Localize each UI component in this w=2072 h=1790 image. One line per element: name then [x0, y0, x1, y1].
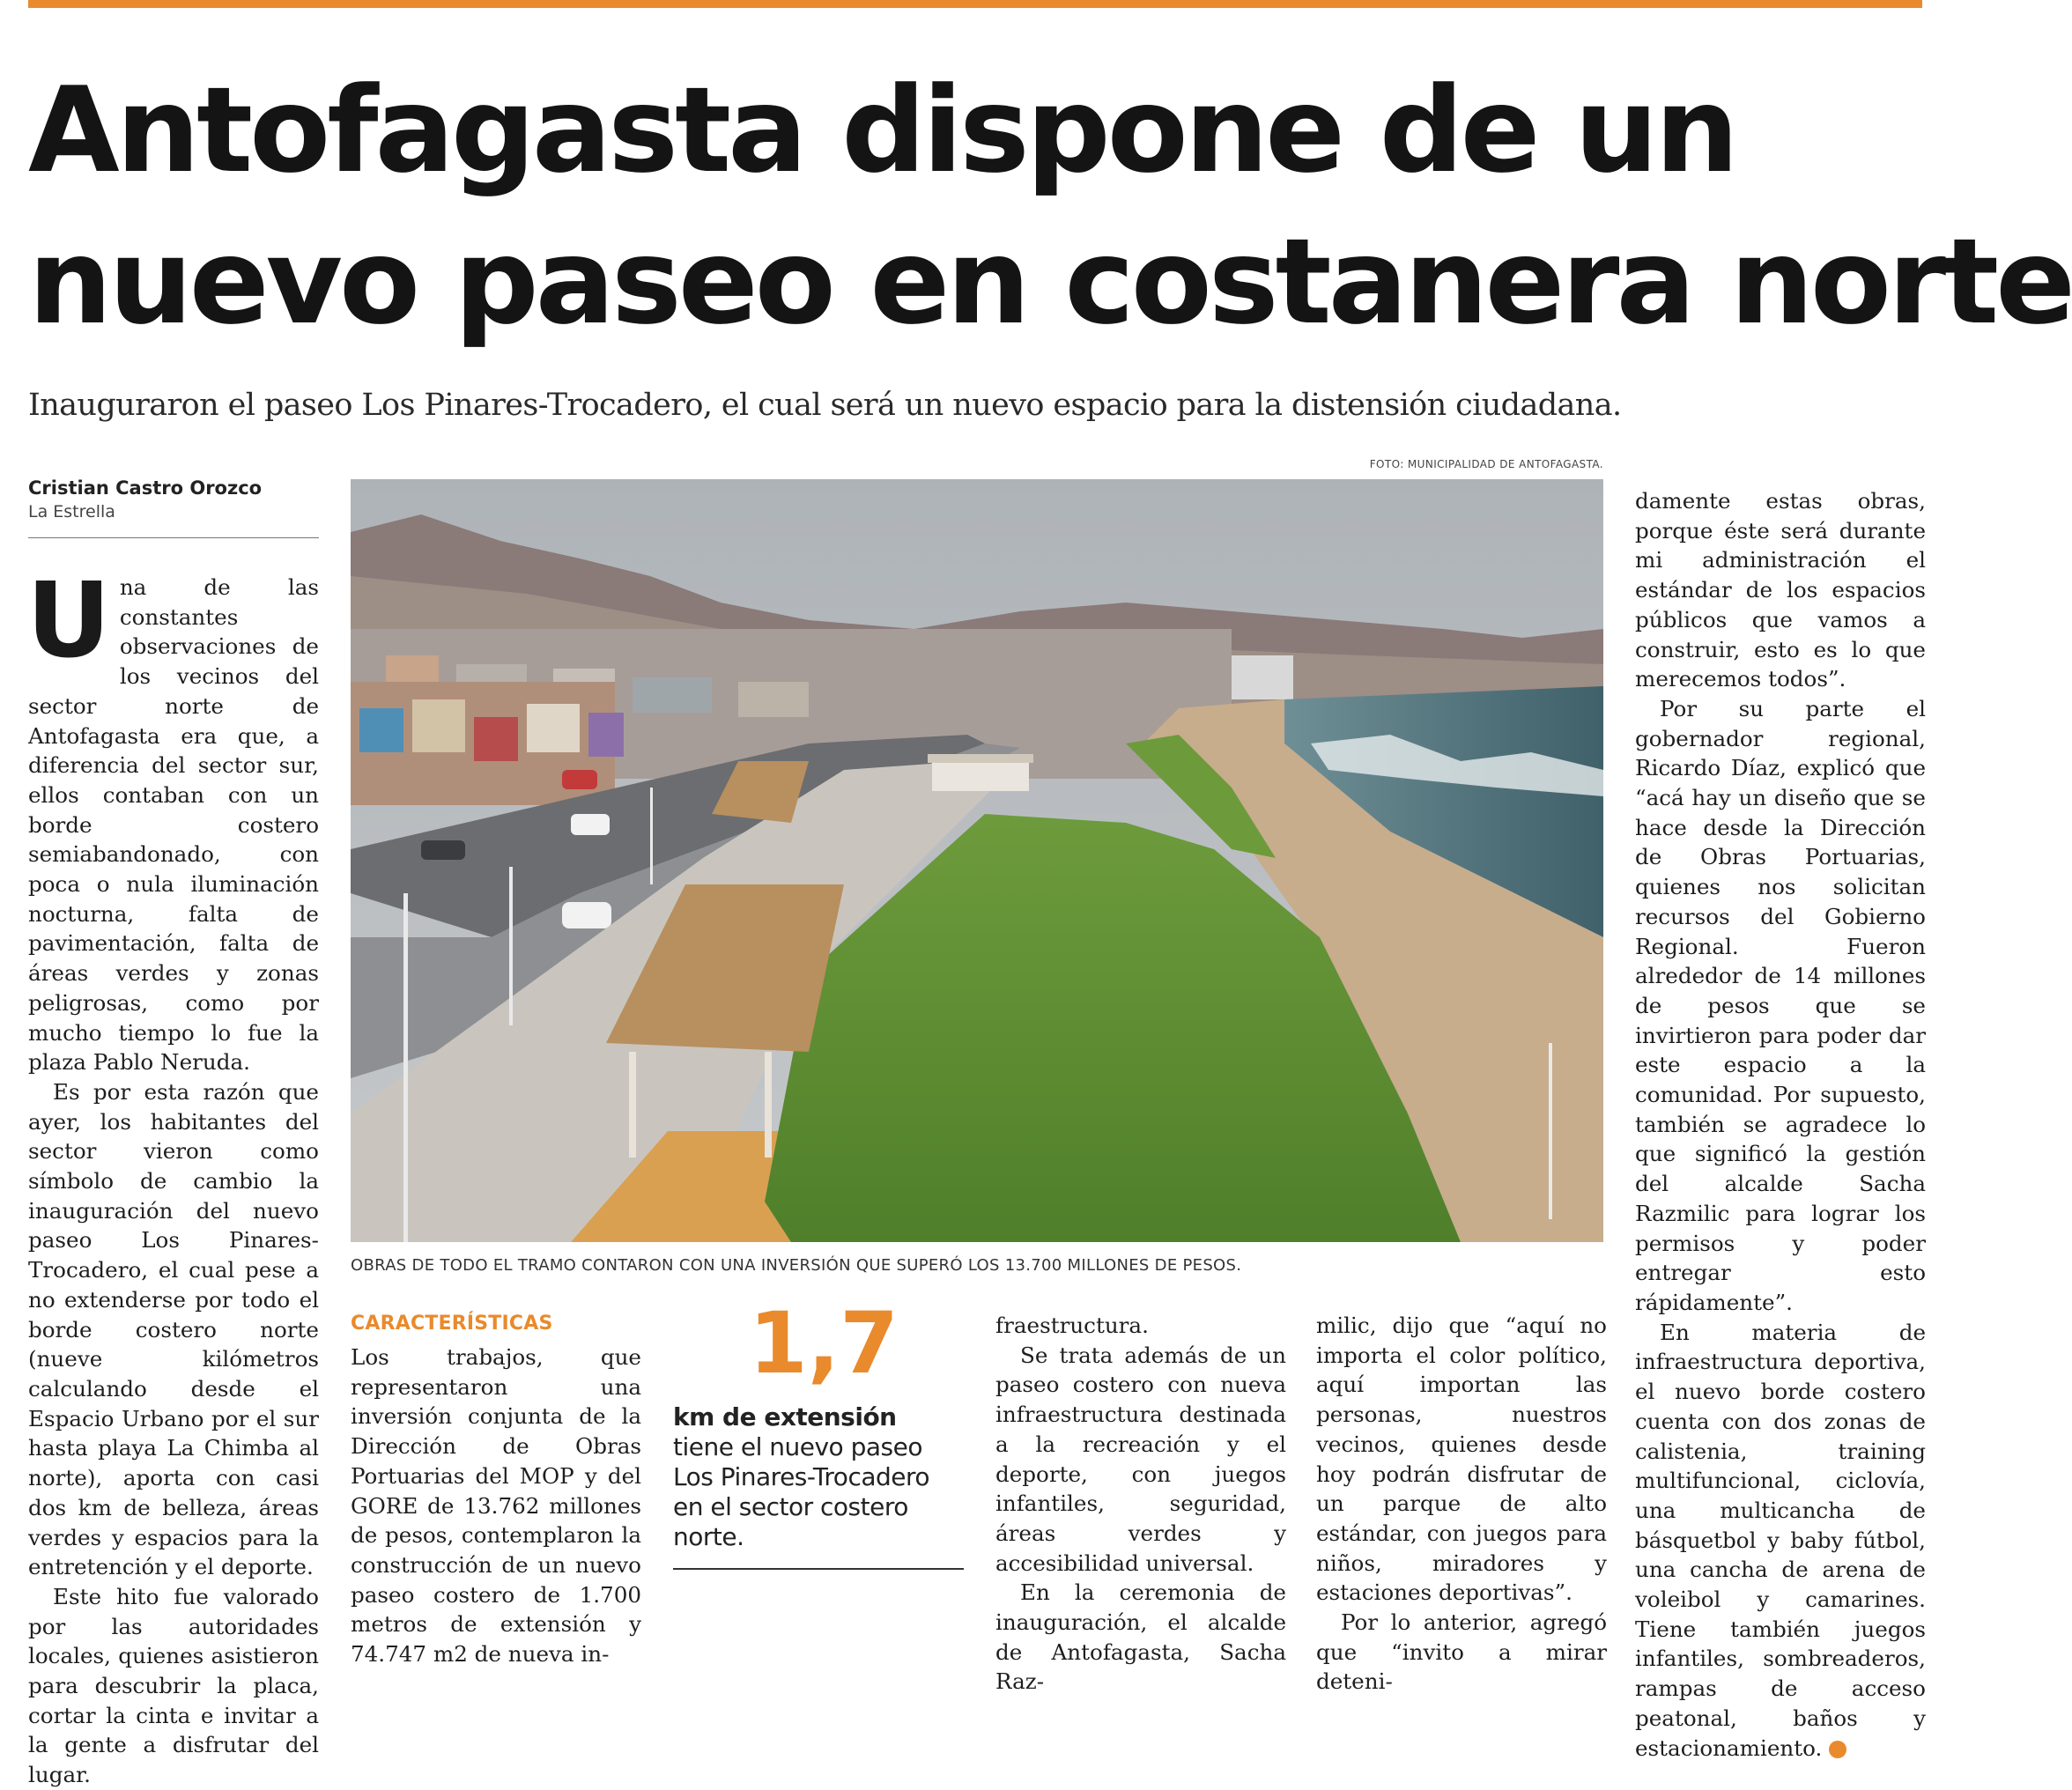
article-photo	[351, 479, 1603, 1242]
section-label: CARACTERÍSTICAS	[351, 1313, 553, 1335]
photo-credit: FOTO: MUNICIPALIDAD DE ANTOFAGASTA.	[1369, 458, 1603, 470]
paragraph-11: Por su parte el gobernador regional, Ricardo Díaz, explicó que “acá hay un diseño que se hace desde la Dirección de Obras Portuarias, quienes nos solicitan recursos del Gobierno Regional. Fueron alrededor de 14 millones de pesos que se invirtieron para poder dar este espacio a la comunidad. Por supuesto, también se agradece lo que significó la gestión del alcalde Sacha Razmilic para lograr los permisos y poder entregar esto rápidamente”.	[1635, 695, 1926, 1315]
stat-description-rest: tiene el nuevo paseo Los Pinares-Trocadero en el sector costero norte.	[673, 1432, 930, 1551]
article-column-4	[1316, 1311, 1607, 1697]
paragraph-4: Los trabajos, que representaron una inversión conjunta de la Dirección de Obras Portuarias del MOP y del GORE de 13.762 millones de pesos, contemplaron la construcción de un nuevo paseo costero de 1.700 metros de extensión y 74.747 m2 de nueva in-	[351, 1344, 641, 1668]
article-column-5	[1635, 486, 1926, 1763]
paragraph-10: damente estas obras, porque éste será durante mi administración el estándar de los espacios públicos que vamos a construir, esto es lo que merecemos todos”.	[1635, 488, 1926, 692]
stat-callout	[673, 1295, 964, 1552]
paragraph-12	[1635, 1318, 1926, 1764]
photo-caption: OBRAS DE TODO EL TRAMO CONTARON CON UNA INVERSIÓN QUE SUPERÓ LOS 13.700 MILLONES DE PESOS.	[351, 1256, 1242, 1275]
paragraph-1	[26, 559, 319, 1077]
paragraph-8: milic, dijo que “aquí no importa el color político, aquí importan las personas, nuestros vecinos, quienes desde hoy podrán disfrutar de un parque de alto estándar, con juegos para niños, miradores y estaciones deportivas”.	[1316, 1313, 1607, 1606]
byline-author: Cristian Castro Orozco	[28, 477, 263, 499]
paragraph-2: Es por esta razón que ayer, los habitantes del sector vieron como símbolo de cambio la inauguración del nuevo paseo Los Pinares-Trocadero, el cual pese a no extenderse por todo el borde costero norte (nueve kilómetros calculando desde el Espacio Urbano por el sur hasta playa La Chimba al norte), aporta con casi dos km de belleza, áreas verdes y espacios para la entretención y el deporte.	[28, 1078, 319, 1580]
paragraph-3: Este hito fue valorado por las autoridades locales, quienes asistieron para descubrir la placa, cortar la cinta e invitar a la gente a disfrutar del lugar.	[28, 1583, 319, 1788]
article-column-2	[351, 1342, 641, 1669]
subheadline: Inauguraron el paseo Los Pinares-Trocadero, el cual será un nuevo espacio para la distensión ciudadana.	[28, 388, 1622, 423]
byline-divider	[28, 537, 319, 538]
paragraph-9: Por lo anterior, agregó que “invito a mirar deteni-	[1316, 1609, 1607, 1695]
stat-description-bold: km de extensión	[673, 1402, 897, 1431]
article-column-3	[995, 1311, 1286, 1697]
article-column-1	[26, 559, 319, 1790]
byline	[28, 476, 319, 523]
stat-number: 1,7	[749, 1294, 899, 1393]
drop-cap: U	[26, 559, 111, 681]
stat-description	[673, 1402, 964, 1552]
paragraph-6: Se trata además de un paseo costero con nueva infraestructura destinada a la recreación y el deporte, con juegos infantiles, seguridad, áreas verdes y accesibilidad universal.	[995, 1342, 1286, 1576]
top-accent-bar	[28, 0, 1922, 8]
coastal-promenade-illustration	[351, 479, 1603, 1242]
headline-line-2: nuevo paseo en costanera norte	[28, 213, 2072, 351]
paragraph-5: fraestructura.	[995, 1313, 1149, 1338]
headline-line-1: Antofagasta dispone de un	[28, 62, 1735, 199]
paragraph-7: En la ceremonia de inauguración, el alcalde de Antofagasta, Sacha Raz-	[995, 1579, 1286, 1695]
paragraph-12-text: En materia de infraestructura deportiva, el nuevo borde costero cuenta con dos zonas de calistenia, training multifuncional, ciclovía, una multicancha de básquetbol y baby fútbol, una cancha de arena de voleibol y camarines. Tiene también juegos infantiles, sombreaderos, rampas de acceso peatonal, baños y estacionamiento.	[1635, 1319, 1926, 1761]
stat-divider	[673, 1568, 964, 1570]
paragraph-1-text: na de las constantes observaciones de los vecinos del sector norte de Antofagasta era que, a diferencia del sector sur, ellos contaban con un borde costero semiabandonado, con poca o nula iluminación nocturna, falta de pavimentación, falta de áreas verdes y zonas peligrosas, como por mucho tiempo lo fue la plaza Pablo Neruda.	[28, 574, 319, 1076]
headline	[28, 55, 2072, 358]
end-mark-icon: ✪	[1829, 1741, 1846, 1758]
byline-outlet: La Estrella	[28, 502, 115, 521]
